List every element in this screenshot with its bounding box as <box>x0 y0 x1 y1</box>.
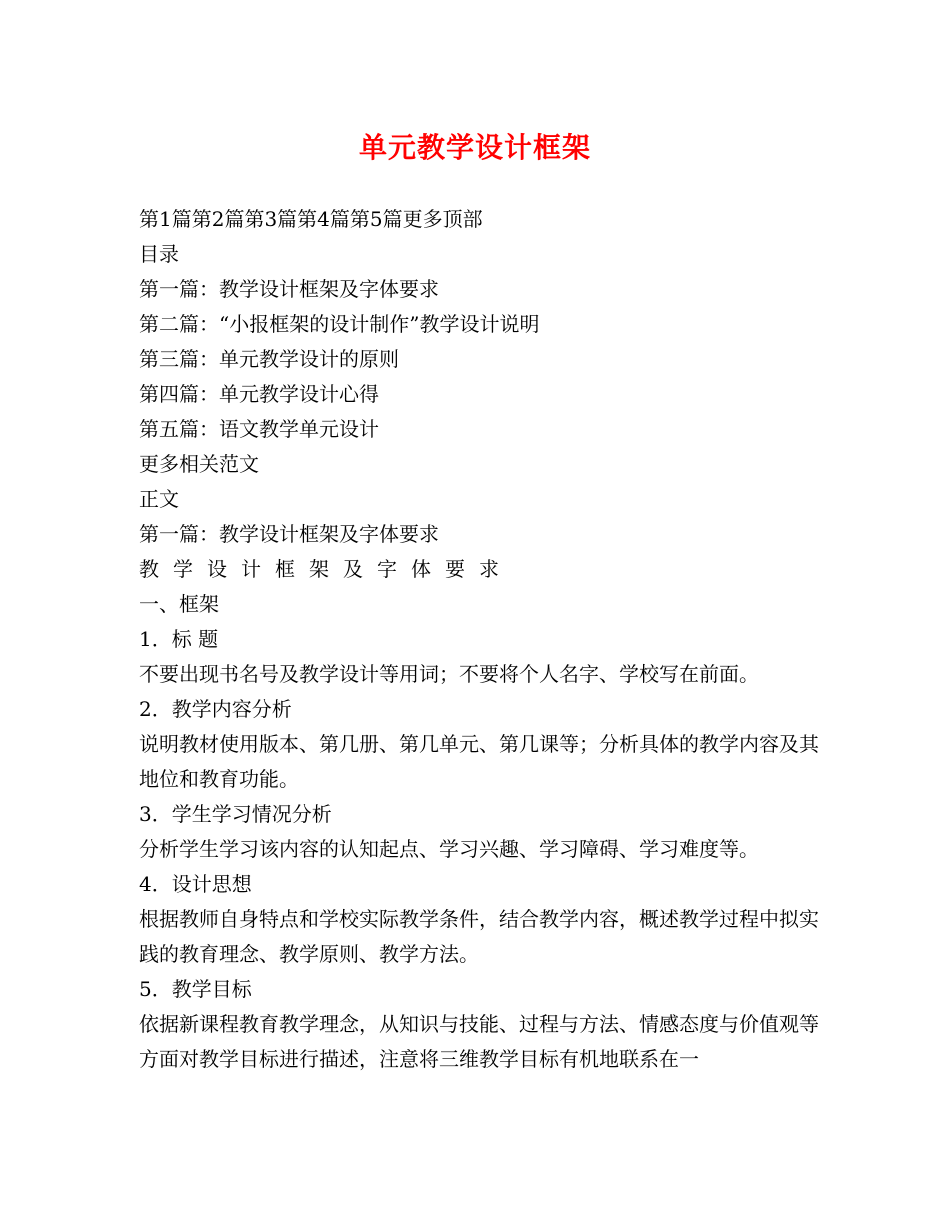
item-text-objectives: 依据新课程教育教学理念，从知识与技能、过程与方法、情感态度与价值观等方面对教学目标进行描述，注意将三维教学目标有机地联系在一 <box>139 1012 819 1071</box>
toc-item-2[interactable]: 第二篇：“小报框架的设计制作”教学设计说明 <box>139 312 540 336</box>
toc-item-3[interactable]: 第三篇：单元教学设计的原则 <box>139 347 399 371</box>
toc-heading: 目录 <box>139 242 179 266</box>
item-heading-objectives: 5．教学目标 <box>139 977 252 1001</box>
item-text-design-idea: 根据教师自身特点和学校实际教学条件，结合教学内容，概述教学过程中拟实践的教育理念、教学原则、教学方法。 <box>139 907 819 966</box>
item-text-title: 不要出现书名号及教学设计等用词；不要将个人名字、学校写在前面。 <box>139 662 759 686</box>
toc-item-4[interactable]: 第四篇：单元教学设计心得 <box>139 382 379 406</box>
article-1-heading: 第一篇：教学设计框架及字体要求 <box>139 522 439 546</box>
item-heading-title: 1．标 题 <box>139 627 219 651</box>
section-heading-framework: 一、框架 <box>139 592 219 616</box>
more-related-link[interactable]: 更多相关范文 <box>139 452 259 476</box>
document-title: 单元教学设计框架 <box>358 131 591 164</box>
item-heading-content-analysis: 2．教学内容分析 <box>139 697 292 721</box>
item-heading-design-idea: 4．设计思想 <box>139 872 252 896</box>
article-nav-links[interactable]: 第1篇第2篇第3篇第4篇第5篇更多顶部 <box>139 207 483 231</box>
document-body <box>139 202 819 1077</box>
item-heading-student-analysis: 3．学生学习情况分析 <box>139 802 332 826</box>
toc-item-1[interactable]: 第一篇：教学设计框架及字体要求 <box>139 277 439 301</box>
item-text-student-analysis: 分析学生学习该内容的认知起点、学习兴趣、学习障碍、学习难度等。 <box>139 837 759 861</box>
item-text-content-analysis: 说明教材使用版本、第几册、第几单元、第几课等；分析具体的教学内容及其地位和教育功能。 <box>139 732 819 791</box>
toc-item-5[interactable]: 第五篇：语文教学单元设计 <box>139 417 379 441</box>
body-heading: 正文 <box>139 487 179 511</box>
article-1-subtitle: 教学设计框架及字体要求 <box>139 557 513 581</box>
